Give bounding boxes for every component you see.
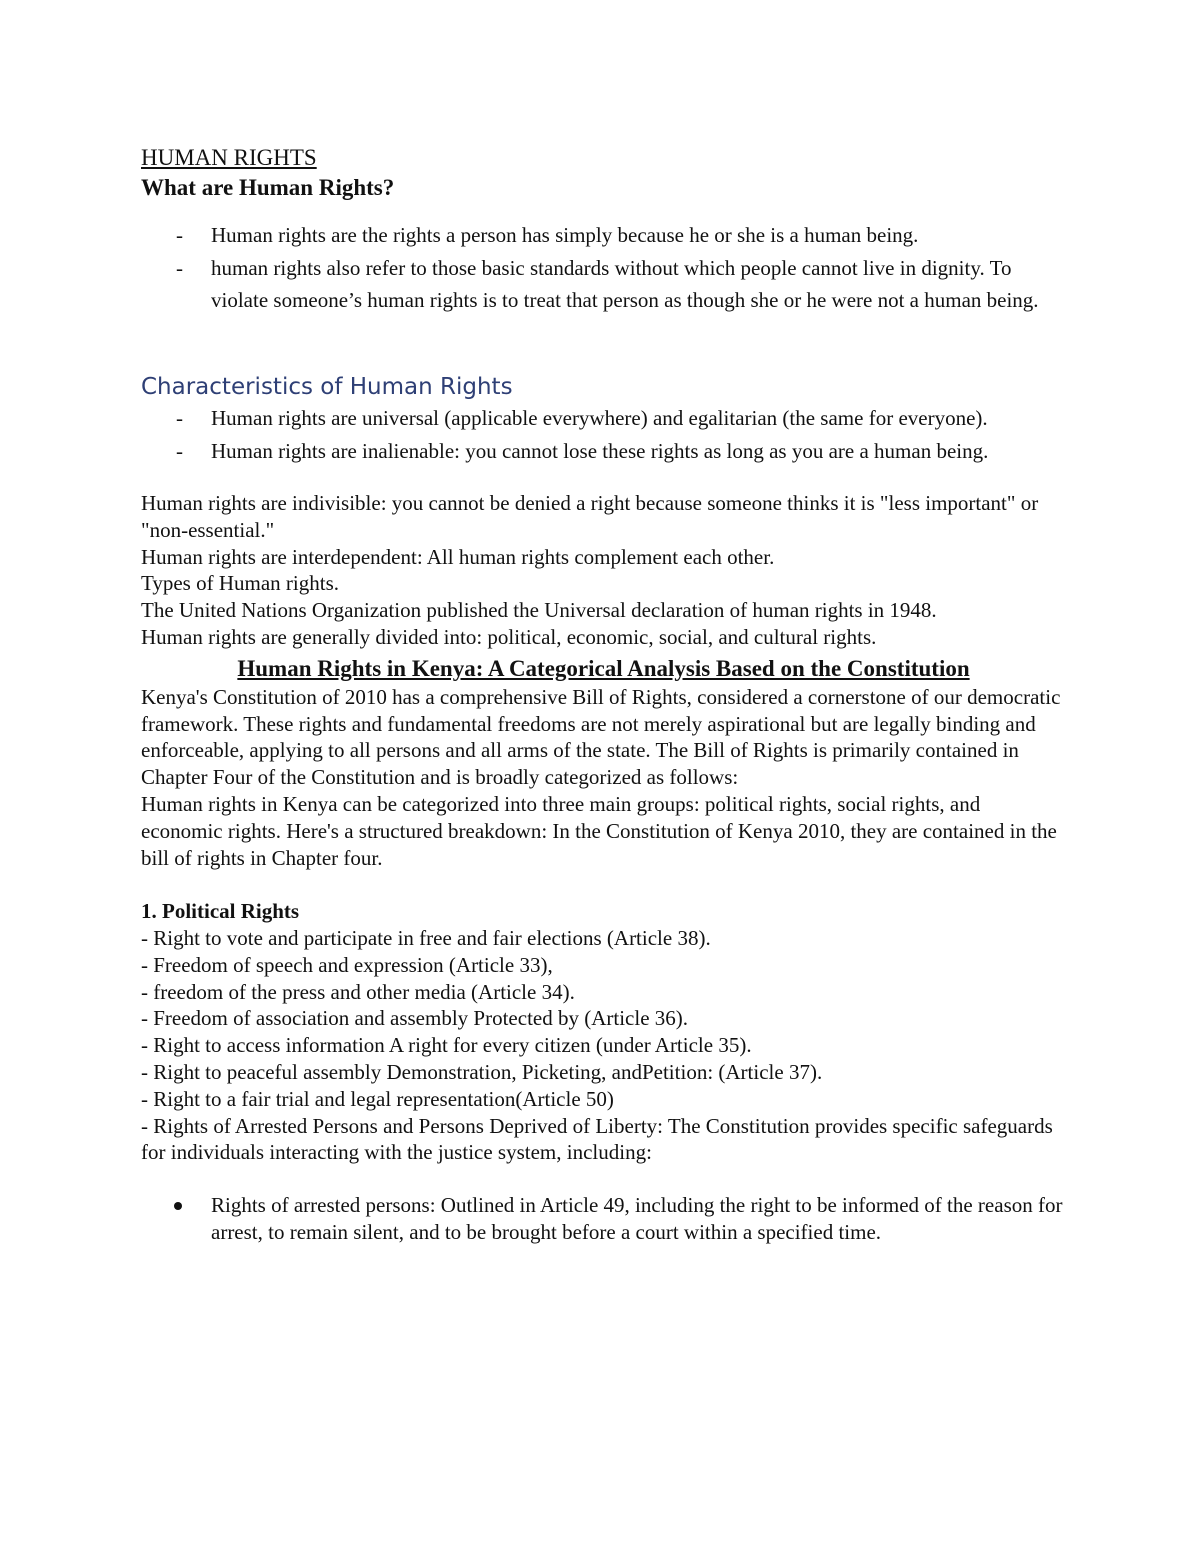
spacer <box>141 317 1066 372</box>
bullet-dot-icon <box>174 1202 182 1210</box>
kenya-intro-paragraph: Kenya's Constitution of 2010 has a comprehensive Bill of Rights, considered a cornerstone of our democratic framework. These rights and fundamental freedoms are not merely aspirational but are legally binding and enforceable, applying to all persons and all arms of the state. The Bill of Rights is primarily contained in Chapter Four of the Constitution and is broadly categorized as follows: <box>141 684 1061 790</box>
paragraph-interdependent: Human rights are interdependent: All human rights complement each other. <box>141 544 775 569</box>
list-item <box>141 1192 1066 1246</box>
list-item-text: Human rights are universal (applicable everywhere) and egalitarian (the same for everyone). <box>211 406 988 430</box>
list-item <box>141 435 1066 467</box>
political-right-item: - Freedom of association and assembly Protected by (Article 36). <box>141 1006 689 1031</box>
list-item <box>141 252 1066 316</box>
characteristics-heading: Characteristics of Human Rights <box>141 374 513 400</box>
paragraph-divisions: Human rights are generally divided into: political, economic, social, and cultural rights. <box>141 624 877 649</box>
dash-bullet: - <box>176 223 183 247</box>
list-item-text: human rights also refer to those basic standards without which people cannot live in dignity. To violate someone’s human rights is to treat that person as though she or he were not a human being. <box>211 256 1039 312</box>
list-item-text: Human rights are the rights a person has simply because he or she is a human being. <box>211 223 919 247</box>
political-right-item: - Right to vote and participate in free and fair elections (Article 38). <box>141 925 711 950</box>
list-item <box>141 402 1066 434</box>
paragraph-indivisible: Human rights are indivisible: you cannot be denied a right because someone thinks it is "less important" or "non-essential." <box>141 491 1039 542</box>
characteristics-list <box>141 402 1066 467</box>
paragraph-types: Types of Human rights. <box>141 571 340 596</box>
political-right-item: - Right to a fair trial and legal representation(Article 50) <box>141 1086 614 1111</box>
what-are-human-rights-heading: What are Human Rights? <box>141 175 395 200</box>
dash-bullet: - <box>176 439 183 463</box>
dash-bullet: - <box>176 256 183 280</box>
definitions-list <box>141 219 1066 316</box>
political-rights-heading: 1. Political Rights <box>141 899 300 924</box>
political-right-item: - Right to peaceful assembly Demonstration, Picketing, andPetition: (Article 37). <box>141 1059 823 1084</box>
paragraph-udhr: The United Nations Organization published the Universal declaration of human rights in 1948. <box>141 598 937 623</box>
political-right-item: - Rights of Arrested Persons and Persons Deprived of Liberty: The Constitution provides specific safeguards for individuals interacting with the justice system, including: <box>141 1113 1053 1165</box>
political-right-item: - freedom of the press and other media (Article 34). <box>141 979 575 1004</box>
list-item-text: Human rights are inalienable: you cannot lose these rights as long as you are a human being. <box>211 439 989 463</box>
spacer <box>141 468 1066 490</box>
document-body <box>141 143 1066 1246</box>
arrested-persons-list <box>141 1192 1066 1246</box>
document-title: HUMAN RIGHTS <box>141 145 317 170</box>
dash-bullet: - <box>176 406 183 430</box>
political-right-item: - Right to access information A right for every citizen (under Article 35). <box>141 1033 752 1058</box>
kenya-categories-paragraph: Human rights in Kenya can be categorized into three main groups: political rights, social rights, and economic rights. Here's a structured breakdown: In the Constitution of Kenya 2010, they are contained in the bill of rights in Chapter four. <box>141 791 1057 870</box>
political-right-item: - Freedom of speech and expression (Article 33), <box>141 952 553 977</box>
spacer <box>141 871 1066 898</box>
kenya-heading: Human Rights in Kenya: A Categorical Analysis Based on the Constitution <box>237 655 970 681</box>
list-item <box>141 219 1066 251</box>
list-item-text: Rights of arrested persons: Outlined in Article 49, including the right to be informed of the reason for arrest, to remain silent, and to be brought before a court within a specified time. <box>211 1193 1063 1244</box>
